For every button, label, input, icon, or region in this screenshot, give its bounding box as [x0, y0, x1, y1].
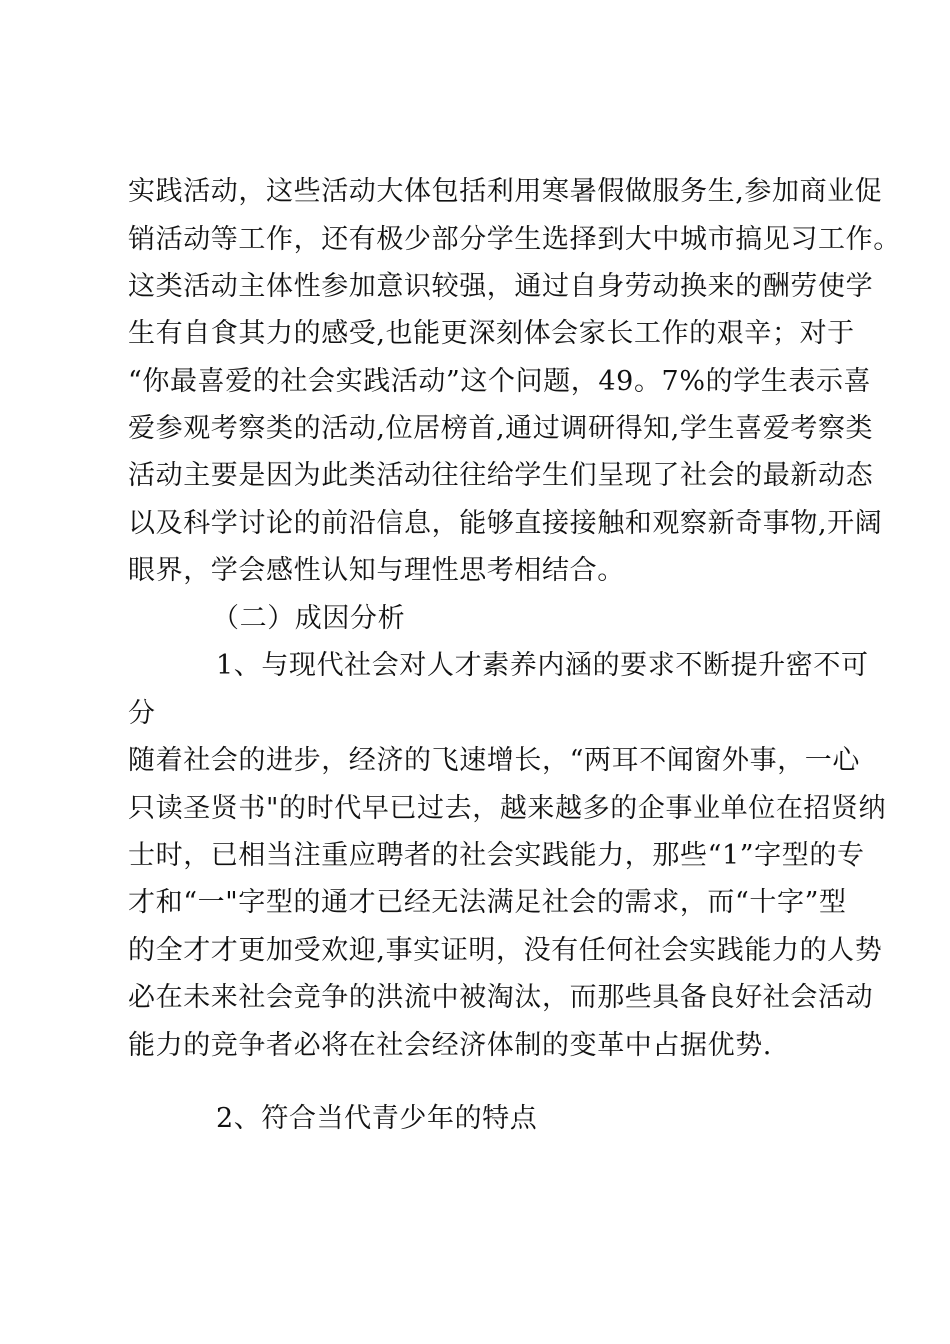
- paragraph-line: 销活动等工作，还有极少部分学生选择到大中城市搞见习工作。: [128, 224, 901, 255]
- paragraph-line: “你最喜爱的社会实践活动”这个问题，49。7%的学生表示喜: [128, 366, 872, 397]
- section-heading: （二）成因分析: [212, 603, 406, 634]
- subheading-1-continuation: 分: [128, 698, 156, 729]
- paragraph-line: 只读圣贤书"的时代早已过去，越来越多的企事业单位在招贤纳: [128, 793, 887, 824]
- paragraph-line: 士时，已相当注重应聘者的社会实践能力，那些“1”字型的专: [128, 840, 865, 871]
- paragraph-line: 必在未来社会竞争的洪流中被淘汰，而那些具备良好社会活动: [128, 982, 874, 1013]
- paragraph-line: 爱参观考察类的活动,位居榜首,通过调研得知,学生喜爱考察类: [128, 413, 874, 444]
- paragraph-line: 以及科学讨论的前沿信息，能够直接接触和观察新奇事物,开阔: [128, 508, 883, 539]
- paragraph-line: 这类活动主体性参加意识较强，通过自身劳动换来的酬劳使学: [128, 271, 874, 302]
- paragraph-line: 生有自食其力的感受,也能更深刻体会家长工作的艰辛；对于: [128, 318, 855, 349]
- subheading-2: 2、符合当代青少年的特点: [216, 1103, 538, 1134]
- paragraph-line: 的全才才更加受欢迎,事实证明，没有任何社会实践能力的人势: [128, 935, 883, 966]
- paragraph-line: 活动主要是因为此类活动往往给学生们呈现了社会的最新动态: [128, 460, 874, 491]
- paragraph-line: 才和“一"字型的通才已经无法满足社会的需求，而“十字”型: [128, 887, 847, 918]
- paragraph-line: 随着社会的进步，经济的飞速增长，“两耳不闻窗外事，一心: [128, 745, 861, 776]
- paragraph-line: 能力的竞争者必将在社会经济体制的变革中占据优势.: [128, 1030, 772, 1061]
- paragraph-line: 眼界，学会感性认知与理性思考相结合。: [128, 555, 625, 586]
- paragraph-line: 实践活动，这些活动大体包括利用寒暑假做服务生,参加商业促: [128, 176, 883, 207]
- subheading-1: 1、与现代社会对人才素养内涵的要求不断提升密不可: [216, 650, 869, 681]
